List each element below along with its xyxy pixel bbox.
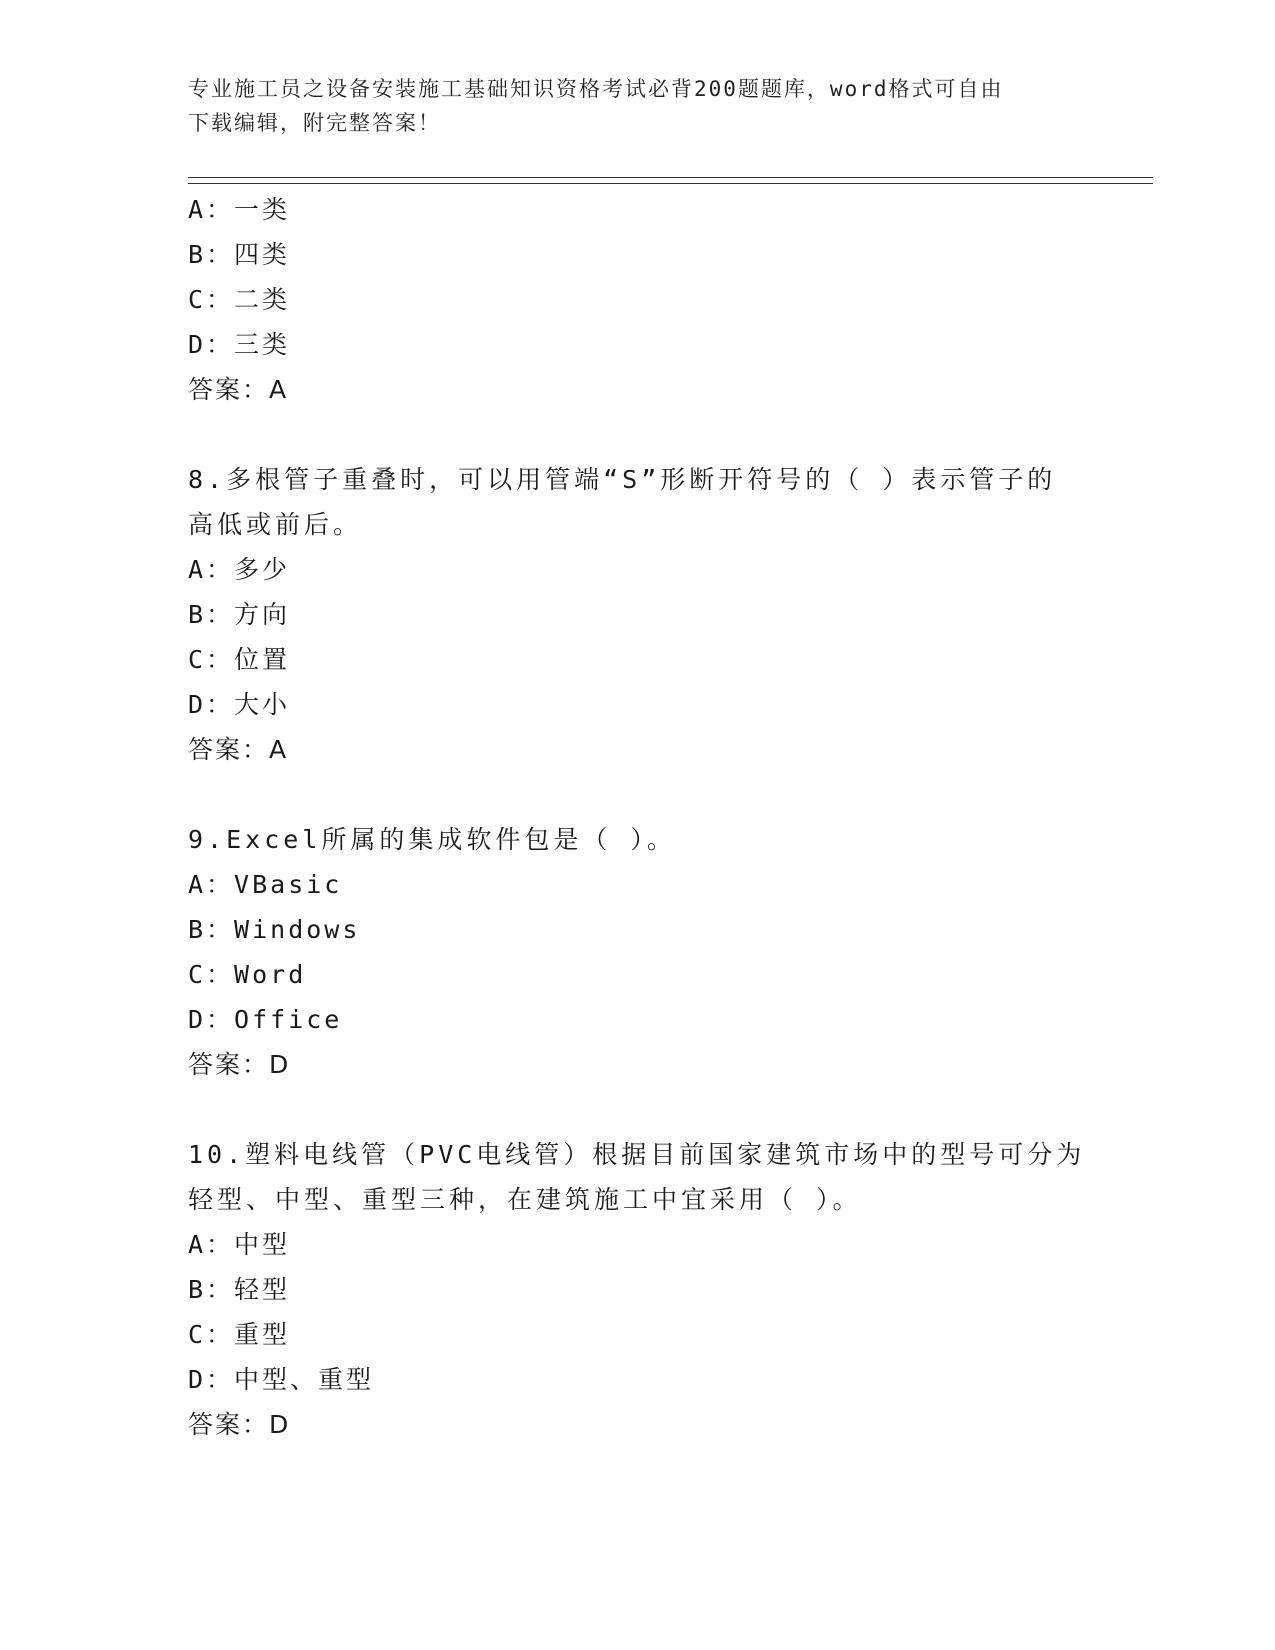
- q10-stem-line-1: 10.塑料电线管（PVC电线管）根据目前国家建筑市场中的型号可分为: [188, 1140, 1086, 1169]
- q8-option-d: D：大小: [188, 690, 291, 719]
- q8-option-a: A：多少: [188, 555, 291, 584]
- header-line-2: 下载编辑，附完整答案！: [188, 111, 441, 135]
- q7-option-d: D：三类: [188, 330, 291, 359]
- q7-option-b: B：四类: [188, 240, 291, 269]
- q8-stem-line-2: 高低或前后。: [188, 510, 363, 539]
- header-divider-top: [188, 177, 1153, 178]
- q8-option-b: B：方向: [188, 600, 291, 629]
- q10-stem-line-2: 轻型、中型、重型三种，在建筑施工中宜采用（ ）。: [188, 1185, 862, 1214]
- q8-option-c: C：位置: [188, 645, 291, 674]
- q7-option-a: A：一类: [188, 195, 291, 224]
- q9-option-d: D：Office: [188, 1005, 343, 1034]
- q10-option-c: C：重型: [188, 1320, 291, 1349]
- header-divider-bottom: [188, 183, 1153, 184]
- q7-option-c: C：二类: [188, 285, 291, 314]
- q10-option-a: A：中型: [188, 1230, 291, 1259]
- q8-stem-line-1: 8.多根管子重叠时，可以用管端“S”形断开符号的（ ）表示管子的: [188, 465, 1057, 494]
- header-line-1: 专业施工员之设备安装施工基础知识资格考试必背200题题库，word格式可自由: [188, 77, 1004, 101]
- q10-option-b: B：轻型: [188, 1275, 291, 1304]
- q9-option-b: B：Windows: [188, 915, 361, 944]
- q10-answer: 答案：D: [188, 1410, 291, 1439]
- q9-answer: 答案：D: [188, 1050, 291, 1079]
- q9-option-c: C：Word: [188, 960, 307, 989]
- document-header: [188, 72, 1068, 140]
- q9-stem-line-1: 9.Excel所属的集成软件包是（ ）。: [188, 825, 676, 854]
- q7-answer: 答案：A: [188, 375, 289, 404]
- q10-option-d: D：中型、重型: [188, 1365, 375, 1394]
- q9-option-a: A：VBasic: [188, 870, 343, 899]
- q8-answer: 答案：A: [188, 735, 289, 764]
